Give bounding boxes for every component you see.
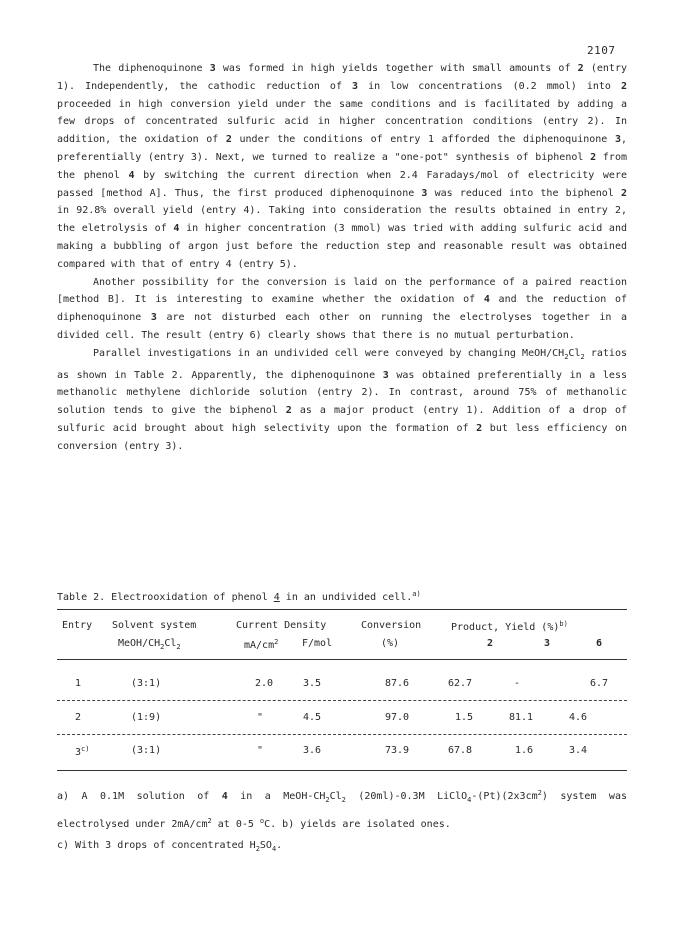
caption-suffix: in an undivided cell. bbox=[279, 592, 413, 603]
compound-number: 2 bbox=[285, 405, 292, 417]
text-run: as a major product (entry 1). Addition of a drop of sulfuric acid brought about high selectivity upon the formation of bbox=[57, 405, 627, 434]
text-run: ) system was electrolysed under 2mA/cm bbox=[57, 791, 627, 830]
table-cell-entry-number: 3 bbox=[75, 747, 82, 758]
text-run: (20ml)-0.3M LiClO bbox=[345, 791, 468, 802]
compound-number: 4 bbox=[173, 223, 180, 235]
text-run: Cl bbox=[568, 347, 581, 359]
header-solvent: Solvent system bbox=[112, 620, 197, 631]
subscript: 2 bbox=[255, 845, 260, 853]
compound-number: 2 bbox=[590, 151, 597, 163]
subscript: 4 bbox=[467, 796, 472, 804]
subscript: 4 bbox=[271, 845, 277, 853]
table-footnotes bbox=[57, 783, 627, 860]
header-product-yield-label: Product, Yield (%) bbox=[451, 622, 560, 633]
table-caption bbox=[57, 590, 421, 603]
compound-number: 4 bbox=[483, 294, 490, 306]
table-cell-charge: 3.6 bbox=[303, 745, 322, 756]
text-run: Cl bbox=[329, 791, 342, 802]
header-conversion: Conversion bbox=[361, 620, 422, 631]
superscript: o bbox=[259, 817, 265, 825]
compound-number: 4 bbox=[221, 791, 228, 802]
compound-number: 4 bbox=[128, 169, 135, 181]
footnote bbox=[57, 835, 627, 860]
text-run: (entry 1). Independently, the cathodic reduction of bbox=[57, 63, 627, 92]
footnote bbox=[57, 783, 627, 835]
table-cell-charge: 4.5 bbox=[303, 712, 322, 723]
compound-number: 3 bbox=[421, 187, 428, 199]
header-product-yield-sup: b) bbox=[559, 620, 568, 628]
superscript: 2 bbox=[537, 789, 542, 797]
text-run: C. b) yields are isolated ones. bbox=[264, 819, 451, 830]
table-cell-yield-3: 1.6 bbox=[515, 745, 534, 756]
table-cell-yield-3: - bbox=[514, 678, 521, 689]
text-run: Another possibility for the conversion is laid on the performance of a paired reaction [method B]. It is interesting to examine whether the oxidation of bbox=[57, 276, 627, 306]
text-run: was obtained preferentially in a less methanolic methylene dichloride solution (entry 2). In contrast, around 75% of methanolic solution tends to give the biphenol bbox=[57, 369, 627, 417]
compound-number: 2 bbox=[620, 80, 627, 92]
text-run: from the phenol bbox=[57, 151, 627, 181]
header-product-3: 3 bbox=[544, 638, 551, 649]
compound-number: 3 bbox=[614, 134, 621, 146]
paragraph bbox=[57, 345, 627, 456]
subscript: 2 bbox=[580, 352, 585, 361]
table-top-rule bbox=[57, 609, 627, 610]
text-run: a) A 0.1M solution of bbox=[57, 791, 222, 802]
text-run: was reduced into the biphenol bbox=[427, 187, 621, 199]
table-cell-entry: 2 bbox=[75, 712, 82, 723]
text-run: in higher concentration (3 mmol) was tried with adding sulfuric acid and making a bubbling of argon just before the reduction step and reasonable result was obtained compared with that of entry 4 (entry 5). bbox=[57, 223, 627, 270]
compound-number: 3 bbox=[150, 312, 157, 324]
page-number: 2107 bbox=[587, 44, 616, 57]
text-run: c) With 3 drops of concentrated H bbox=[57, 840, 256, 851]
text-run: are not disturbed each other on running the electrolyses together in a divided cell. The result (entry 6) clearly shows that there is no mutual perturbation. bbox=[57, 312, 627, 341]
compound-number: 2 bbox=[476, 422, 483, 434]
compound-number: 2 bbox=[225, 134, 232, 146]
table-cell-yield-6: 4.6 bbox=[569, 712, 588, 723]
header-product-6: 6 bbox=[596, 638, 603, 649]
table-cell-current: 2.0 bbox=[255, 678, 274, 689]
caption-footnote-marker: a) bbox=[412, 590, 421, 598]
table-cell-entry: 1 bbox=[75, 678, 82, 689]
table-cell-solvent: (3:1) bbox=[131, 678, 162, 689]
table-cell-yield-6: 3.4 bbox=[569, 745, 588, 756]
table-cell-solvent: (1:9) bbox=[131, 712, 162, 723]
text-run: was formed in high yields together with small amounts of bbox=[215, 63, 578, 74]
subscript: 2 bbox=[325, 796, 330, 804]
text-run: at 0-5 bbox=[211, 819, 260, 830]
header-conversion-unit: (%) bbox=[381, 638, 400, 649]
table-cell-conversion: 73.9 bbox=[385, 745, 410, 756]
text-run: in low concentrations (0.2 mmol) into bbox=[358, 80, 621, 92]
table-cell-yield-2: 62.7 bbox=[448, 678, 473, 689]
subscript: 2 bbox=[564, 352, 569, 361]
table-cell-current: " bbox=[257, 745, 264, 756]
header-product-yield bbox=[451, 620, 568, 633]
table-cell-entry-sup: c) bbox=[81, 745, 90, 753]
table-cell-conversion: 97.0 bbox=[385, 712, 410, 723]
table-cell-current: " bbox=[257, 712, 264, 723]
paragraph bbox=[57, 60, 627, 274]
table-cell-conversion: 87.6 bbox=[385, 678, 410, 689]
compound-number: 3 bbox=[382, 369, 389, 381]
row-divider bbox=[57, 700, 627, 701]
header-charge-unit: F/mol bbox=[302, 638, 333, 649]
text-run: under the conditions of entry 1 afforded the diphenoquinone bbox=[231, 134, 615, 146]
table-cell-solvent: (3:1) bbox=[131, 745, 162, 756]
compound-number: 2 bbox=[577, 63, 584, 74]
paragraph bbox=[57, 274, 627, 345]
text-run: but less efficiency on conversion (entry 3). bbox=[57, 422, 627, 452]
table-cell-yield-2: 67.8 bbox=[448, 745, 473, 756]
header-rule bbox=[57, 659, 627, 660]
table-cell-yield-2: 1.5 bbox=[455, 712, 474, 723]
text-run: in 92.8% overall yield (entry 4). Taking into consideration the results obtained in entry 2, the eletrolysis of bbox=[57, 205, 627, 235]
text-run: by switching the current direction when 2.4 Faradays/mol of electricity were passed [method A]. Thus, the first produced diphenoquinone bbox=[57, 169, 627, 199]
table-cell-charge: 3.5 bbox=[303, 678, 322, 689]
text-run: in a MeOH-CH bbox=[227, 791, 326, 802]
text-run: ratios as shown in Table 2. Apparently, the diphenoquinone bbox=[57, 347, 627, 381]
header-product-2: 2 bbox=[487, 638, 494, 649]
table-bottom-rule bbox=[57, 770, 627, 771]
text-run: The diphenoquinone bbox=[93, 63, 210, 74]
compound-number: 2 bbox=[620, 187, 627, 199]
caption-prefix: Table 2. Electrooxidation of phenol bbox=[57, 592, 274, 603]
subscript: 2 bbox=[341, 796, 346, 804]
text-run: proceeded in high conversion yield under the same conditions and is facilitated by adding a few drops of concentrated sulfuric acid in higher concentration conditions (entry 2). In addition, the oxidation of bbox=[57, 98, 627, 146]
header-current-density: Current Density bbox=[236, 620, 327, 631]
header-current-unit: $mA/cm^2$ bbox=[244, 638, 279, 651]
header-entry: Entry bbox=[62, 620, 93, 631]
text-run: . bbox=[276, 840, 283, 851]
table-cell-entry bbox=[75, 745, 89, 758]
table-cell-yield-3: 81.1 bbox=[509, 712, 534, 723]
header-solvent-ratio: MeOH/$CH_2Cl_2$ bbox=[118, 638, 181, 651]
text-run: SO bbox=[259, 840, 272, 851]
body-text bbox=[57, 60, 627, 456]
text-run: and the reduction of diphenoquinone bbox=[57, 294, 628, 324]
text-run: -(Pt)(2x3cm bbox=[471, 791, 538, 802]
compound-number: 3 bbox=[352, 80, 359, 92]
caption-compound: 4 bbox=[273, 592, 280, 603]
row-divider bbox=[57, 734, 627, 735]
text-run: , preferentially (entry 3). Next, we turned to realize a "one-pot" synthesis of biphenol bbox=[57, 134, 627, 163]
text-run: Parallel investigations in an undivided cell were conveyed by changing MeOH/CH bbox=[93, 347, 565, 359]
superscript: 2 bbox=[207, 817, 212, 825]
compound-number: 3 bbox=[209, 63, 216, 74]
table-cell-yield-6: 6.7 bbox=[590, 678, 609, 689]
